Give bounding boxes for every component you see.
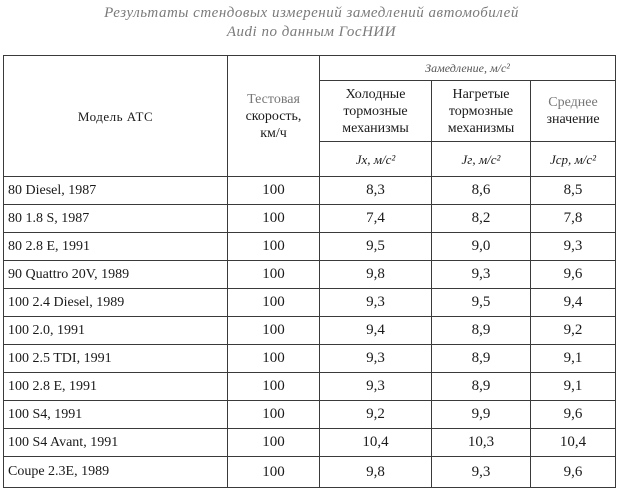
cell-hot: 8,9 <box>432 345 531 373</box>
cell-speed: 100 <box>228 261 320 289</box>
cell-speed: 100 <box>228 205 320 233</box>
table-row <box>4 457 616 488</box>
header-unit-hot: Jг, м/с² <box>432 142 531 177</box>
cell-model: Coupe 2.3E, 1989 <box>4 457 228 488</box>
cell-speed: 100 <box>228 177 320 205</box>
cell-average: 9,3 <box>531 233 616 261</box>
cell-average: 7,8 <box>531 205 616 233</box>
header-hot-line-1: Нагретые <box>452 86 510 102</box>
cell-average: 9,4 <box>531 289 616 317</box>
cell-hot: 9,0 <box>432 233 531 261</box>
table-row <box>4 345 616 373</box>
header-speed-line-1: Тестовая <box>247 91 300 107</box>
header-average-line-2: значение <box>546 112 600 127</box>
header-cold-line-1: Холодные <box>345 86 406 102</box>
cell-cold: 7,4 <box>320 205 432 233</box>
cell-model: 80 2.8 E, 1991 <box>4 233 228 261</box>
table-row <box>4 401 616 429</box>
cell-average: 10,4 <box>531 429 616 457</box>
cell-speed: 100 <box>228 429 320 457</box>
deceleration-table <box>3 55 616 488</box>
cell-average: 9,2 <box>531 317 616 345</box>
cell-hot: 8,2 <box>432 205 531 233</box>
cell-average: 9,6 <box>531 261 616 289</box>
caption-line-1: Результаты стендовых измерений замедлений автомобилей <box>104 5 519 21</box>
cell-cold: 9,8 <box>320 261 432 289</box>
header-unit-average: Jср, м/с² <box>531 142 616 177</box>
cell-hot: 10,3 <box>432 429 531 457</box>
cell-model: 100 S4 Avant, 1991 <box>4 429 228 457</box>
cell-cold: 9,4 <box>320 317 432 345</box>
cell-hot: 9,5 <box>432 289 531 317</box>
table-caption <box>0 4 623 42</box>
cell-hot: 8,6 <box>432 177 531 205</box>
header-model: Модель АТС <box>4 56 228 177</box>
table-row <box>4 205 616 233</box>
header-speed-line-3: км/ч <box>260 125 287 141</box>
header-speed-line-2: скорость, <box>245 108 302 124</box>
cell-cold: 10,4 <box>320 429 432 457</box>
cell-average: 8,5 <box>531 177 616 205</box>
cell-average: 9,1 <box>531 345 616 373</box>
header-average <box>531 81 616 142</box>
cell-model: 100 2.5 TDI, 1991 <box>4 345 228 373</box>
cell-speed: 100 <box>228 317 320 345</box>
cell-cold: 9,3 <box>320 289 432 317</box>
header-speed <box>228 56 320 177</box>
cell-cold: 9,5 <box>320 233 432 261</box>
cell-model: 100 2.8 E, 1991 <box>4 373 228 401</box>
caption-line-2: Audi по данным ГосНИИ <box>226 24 397 40</box>
cell-cold: 9,3 <box>320 345 432 373</box>
table-row <box>4 177 616 205</box>
header-average-line-1: Среднее <box>548 95 598 110</box>
cell-speed: 100 <box>228 373 320 401</box>
cell-hot: 9,3 <box>432 457 531 488</box>
cell-speed: 100 <box>228 401 320 429</box>
cell-speed: 100 <box>228 345 320 373</box>
cell-model: 100 S4, 1991 <box>4 401 228 429</box>
cell-model: 100 2.4 Diesel, 1989 <box>4 289 228 317</box>
cell-average: 9,6 <box>531 401 616 429</box>
cell-model: 100 2.0, 1991 <box>4 317 228 345</box>
cell-model: 80 1.8 S, 1987 <box>4 205 228 233</box>
cell-average: 9,1 <box>531 373 616 401</box>
table-row <box>4 373 616 401</box>
cell-hot: 8,9 <box>432 317 531 345</box>
header-hot-line-2: тормозные <box>448 103 514 119</box>
table-row <box>4 233 616 261</box>
table-row <box>4 317 616 345</box>
cell-hot: 9,9 <box>432 401 531 429</box>
cell-cold: 9,3 <box>320 373 432 401</box>
cell-speed: 100 <box>228 233 320 261</box>
cell-cold: 9,8 <box>320 457 432 488</box>
cell-cold: 9,2 <box>320 401 432 429</box>
table-row <box>4 289 616 317</box>
header-cold-line-3: механизмы <box>342 120 409 136</box>
header-hot-line-3: механизмы <box>447 120 515 136</box>
cell-model: 80 Diesel, 1987 <box>4 177 228 205</box>
cell-cold: 8,3 <box>320 177 432 205</box>
cell-average: 9,6 <box>531 457 616 488</box>
table-row <box>4 429 616 457</box>
cell-hot: 9,3 <box>432 261 531 289</box>
cell-model: 90 Quattro 20V, 1989 <box>4 261 228 289</box>
cell-speed: 100 <box>228 457 320 488</box>
table-row <box>4 261 616 289</box>
header-hot-brakes <box>432 81 531 142</box>
cell-speed: 100 <box>228 289 320 317</box>
header-cold-line-2: тормозные <box>343 103 408 119</box>
cell-hot: 8,9 <box>432 373 531 401</box>
header-deceleration-group: Замедление, м/с² <box>320 56 616 81</box>
header-unit-cold: Jх, м/с² <box>320 142 432 177</box>
header-cold-brakes <box>320 81 432 142</box>
